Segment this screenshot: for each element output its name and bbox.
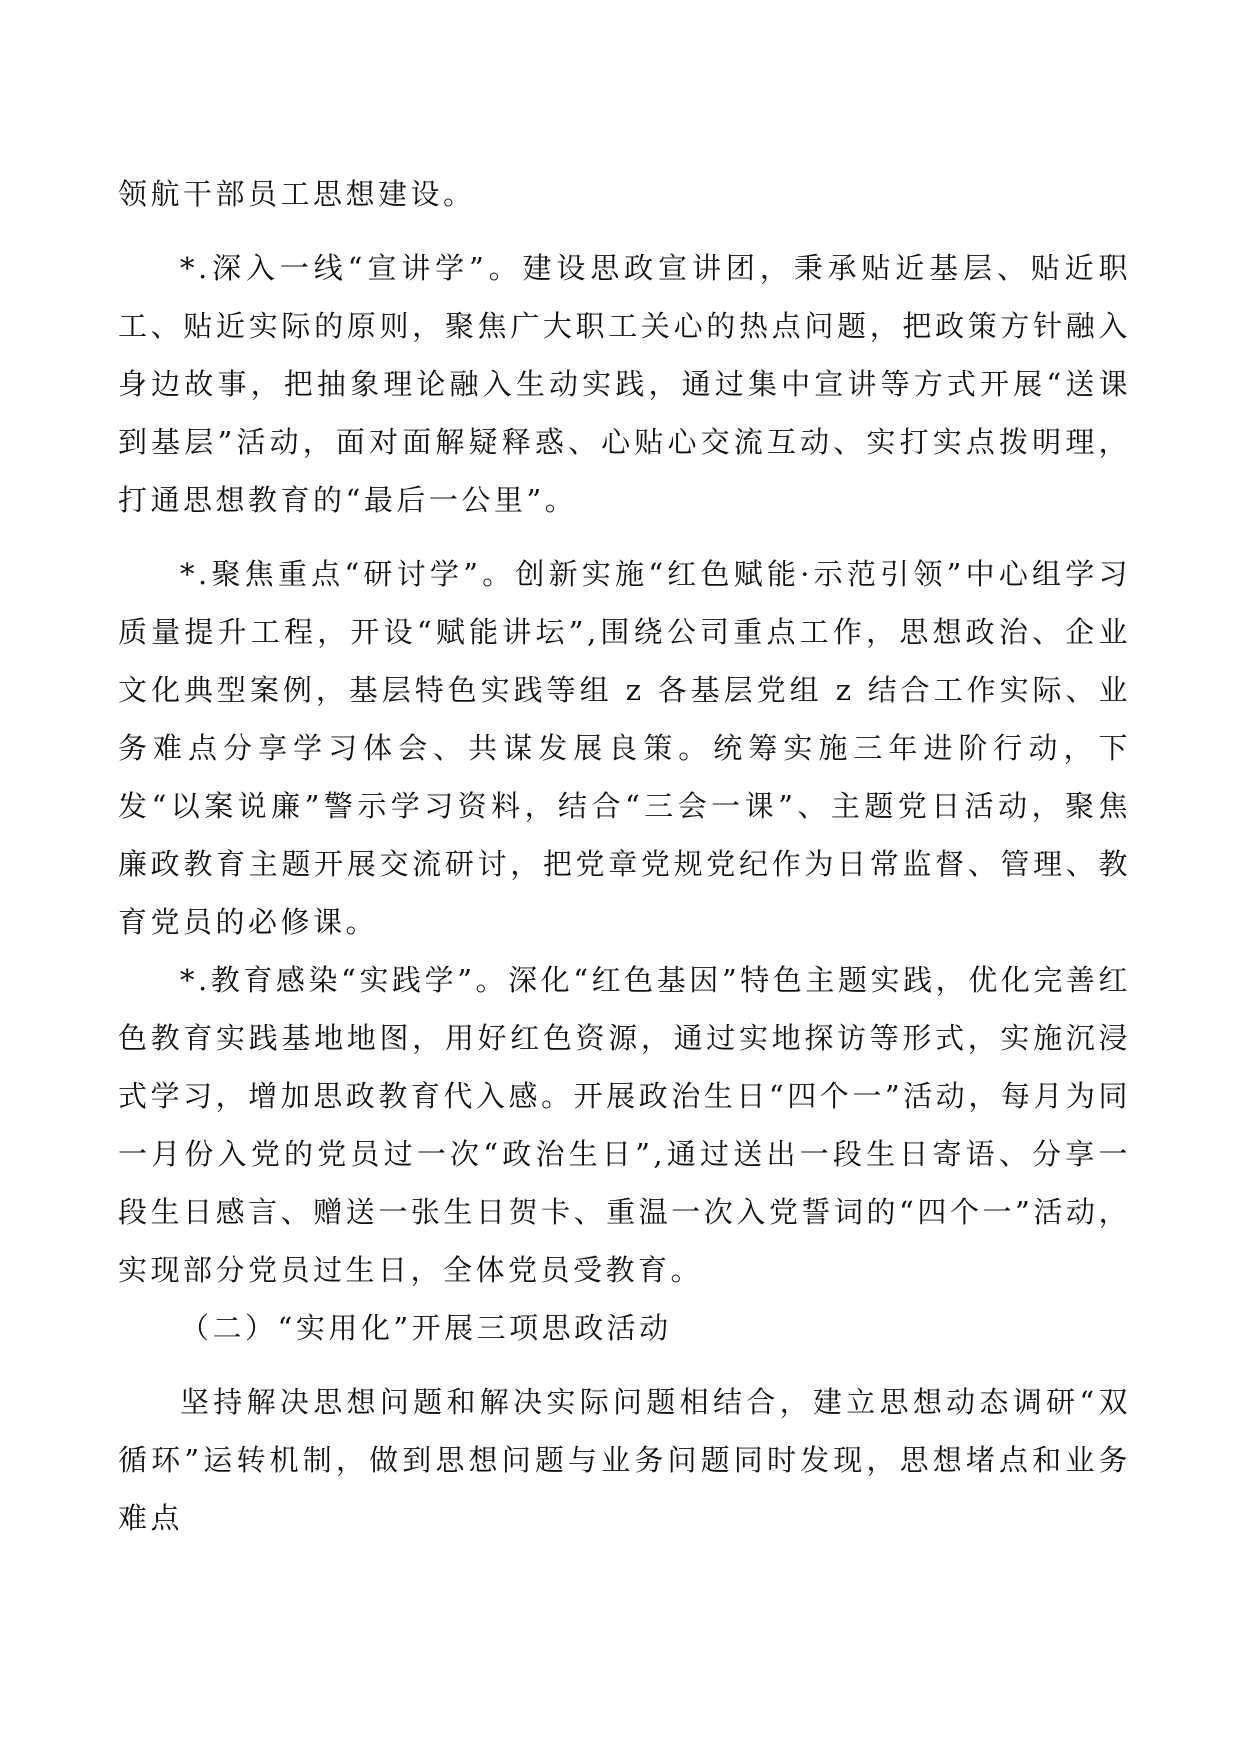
paragraph-seminar: *.聚焦重点“研讨学”。创新实施“红色赋能·示范引领”中心组学习质量提升工程，开设“赋能讲坛”,围绕公司重点工作，思想政治、企业文化典型案例，基层特色实践等组 z 各基层党组 z 结合工作实际、业务难点分享学习体会、共谋发展良策。统筹实施三年进阶行动，下发“以案说廉”警示学习资料，结合“三会一课”、主题党日活动，聚焦廉政教育主题开展交流研讨，把党章党规党纪作为日常监督、管理、教育党员的必修课。 xyxy=(118,557,1131,939)
spacer xyxy=(118,1357,1131,1373)
paragraph-activities: 坚持解决思想问题和解决实际问题相结合，建立思想动态调研“双循环”运转机制，做到思想问题与业务问题同时发现，思想堵点和业务难点 xyxy=(118,1385,1131,1535)
document-page xyxy=(118,165,1131,1547)
paragraph-practice: *.教育感染“实践学”。深化“红色基因”特色主题实践，优化完善红色教育实践基地地图，用好红色资源，通过实地探访等形式，实施沉浸式学习，增加思政教育代入感。开展政治生日“四个一”活动，每月为同一月份入党的党员过一次“政治生日”,通过送出一段生日寄语、分享一段生日感言、赠送一张生日贺卡、重温一次入党誓词的“四个一”活动，实现部分党员过生日，全体党员受教育。 xyxy=(118,963,1131,1287)
paragraph-lecture: *.深入一线“宣讲学”。建设思政宣讲团，秉承贴近基层、贴近职工、贴近实际的原则，聚焦广大职工关心的热点问题，把政策方针融入身边故事，把抽象理论融入生动实践，通过集中宣讲等方式开展“送课到基层”活动，面对面解疑释惑、心贴心交流互动、实打实点拨明理，打通思想教育的“最后一公里”。 xyxy=(118,251,1131,517)
spacer xyxy=(118,529,1131,545)
section-heading: （二）“实用化”开展三项思政活动 xyxy=(180,1311,672,1345)
spacer xyxy=(118,223,1131,239)
paragraph-intro: 领航干部员工思想建设。 xyxy=(118,177,476,211)
